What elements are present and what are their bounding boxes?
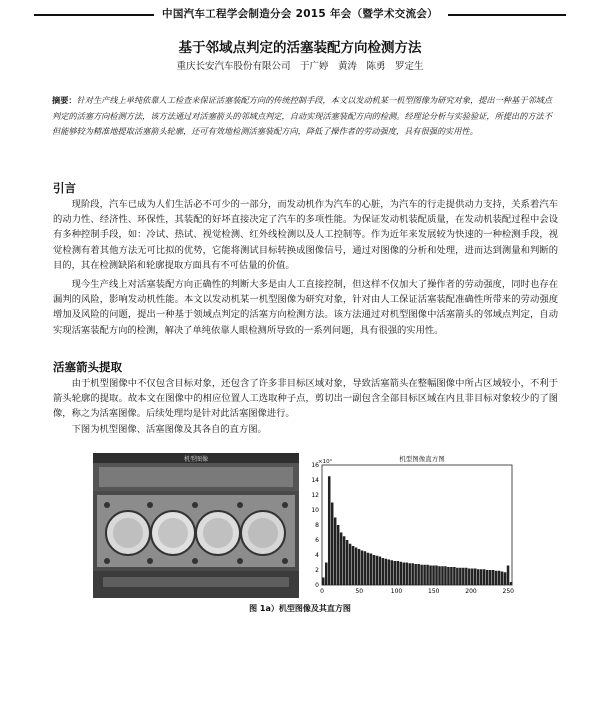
histogram-bar bbox=[382, 558, 385, 585]
histogram-bar bbox=[397, 561, 400, 585]
histogram-bar bbox=[402, 563, 405, 586]
histogram-bar bbox=[346, 540, 349, 585]
histogram-bar bbox=[331, 503, 334, 586]
histogram-bar bbox=[507, 566, 510, 586]
histogram-bar bbox=[414, 564, 417, 585]
x-tick-label: 150 bbox=[428, 588, 440, 595]
intro-paragraph-2: 现今生产线上对活塞装配方向正确性的判断大多是由人工直接控制，但这样不仅加大了操作者的劳动强度，同时也存在漏判的风险，影响发动机性能。本文以发动机某一机型图像为研究对象，针对由人工保证活塞装配准确性所带来的劳动强度增加及风险的问题，提出一种基于领域点判定的活塞方向检测方法。该方法通过对机型图像中活塞箭头的邻域点判定，自动实现活塞装配方向的检测，解决了单纯依靠人眼检测所导致的一系列问题，具有很强的实用性。 bbox=[53, 279, 558, 336]
y-tick-label: 8 bbox=[315, 522, 319, 529]
extraction-paragraph-2: 下图为机型图像、活塞图像及其各自的直方图。 bbox=[71, 424, 267, 435]
histogram-bar bbox=[328, 476, 331, 585]
histogram-bar bbox=[334, 518, 337, 586]
histogram-bar bbox=[465, 568, 468, 585]
histogram-bar bbox=[355, 548, 358, 586]
histogram-bar bbox=[337, 525, 340, 585]
x-tick-label: 0 bbox=[320, 588, 324, 595]
histogram-bar bbox=[438, 566, 441, 585]
histogram-bar bbox=[510, 582, 513, 585]
y-tick-label: 4 bbox=[315, 552, 319, 559]
histogram-bar bbox=[370, 554, 373, 586]
y-tick-label: 2 bbox=[315, 567, 319, 574]
histogram-bar bbox=[444, 566, 447, 585]
histogram-bar bbox=[432, 566, 435, 586]
histogram-title: 机型图像直方图 bbox=[399, 455, 445, 463]
histogram-bar bbox=[468, 569, 471, 586]
histogram-bar bbox=[361, 551, 364, 586]
figure-caption: 图 1a）机型图像及其直方图 bbox=[249, 604, 351, 613]
histogram-bar bbox=[423, 565, 426, 585]
histogram-bar bbox=[399, 562, 402, 585]
abstract-text: 针对生产线上单纯依靠人工检查来保证活塞装配方向的传统控制手段，本文以发动机某一机型图像为研究对象，提出一种基于邻域点判定的活塞方向检测方法，该方法通过对活塞箭头的邻域点判定，自动实现活塞装配方向的检测。经理论分析与实验验证，所提出的方法不但能够较为精准地提取活塞箭头轮廓，还可有效地检测活塞装配方向，降低了操作者的劳动强度，具有很强的实用性。 bbox=[52, 95, 552, 136]
histogram-bar bbox=[498, 571, 501, 585]
histogram-bar bbox=[483, 569, 486, 585]
section-heading-arrow-extraction: 活塞箭头提取 bbox=[53, 360, 122, 374]
histogram-bar bbox=[462, 568, 465, 585]
abstract bbox=[52, 93, 552, 140]
histogram-bar bbox=[504, 572, 507, 585]
histogram-bar bbox=[379, 557, 382, 586]
histogram-bar bbox=[322, 578, 325, 586]
histogram-bar bbox=[489, 570, 492, 585]
histogram-bar bbox=[477, 569, 480, 585]
histogram-bar bbox=[471, 569, 474, 586]
histogram-bar bbox=[358, 549, 361, 585]
y-tick-label: 0 bbox=[315, 582, 319, 589]
histogram-bar bbox=[343, 536, 346, 585]
extraction-paragraph-1: 由于机型图像中不仅包含目标对象，还包含了许多非目标区域对象，导致活塞箭头在整幅图像中所占区域较小，不利于箭头轮廓的提取。故本文在图像中的相应位置人工选取种子点，剪切出一副包含全部目标区域在内且非目标对象较少的了图像，称之为活塞图像。后续处理均是针对此活塞图像进行。 bbox=[53, 378, 558, 420]
histogram-bar bbox=[364, 551, 367, 585]
y-tick-label: 6 bbox=[315, 537, 319, 544]
engine-image-drawing bbox=[93, 453, 299, 598]
histogram-bar bbox=[388, 560, 391, 586]
histogram-bar bbox=[391, 560, 394, 585]
histogram-y-exponent: ×10⁴ bbox=[318, 459, 332, 465]
histogram-bar bbox=[486, 570, 489, 585]
histogram-bar bbox=[411, 563, 414, 585]
x-tick-label: 250 bbox=[502, 588, 515, 595]
histogram-bar bbox=[426, 565, 429, 585]
y-tick-label: 10 bbox=[311, 507, 319, 514]
x-tick-label: 100 bbox=[390, 588, 403, 595]
x-tick-label: 200 bbox=[465, 588, 477, 595]
histogram-bar bbox=[373, 555, 376, 585]
histogram-bar bbox=[349, 544, 352, 585]
histogram-bar bbox=[501, 572, 504, 586]
histogram-bar bbox=[340, 533, 343, 586]
y-tick-label: 12 bbox=[311, 492, 319, 499]
histogram-bar bbox=[453, 567, 456, 585]
histogram-bar bbox=[394, 561, 397, 585]
header-rule-right bbox=[448, 14, 566, 16]
y-tick-label: 14 bbox=[311, 477, 319, 484]
histogram-bar bbox=[367, 553, 370, 585]
histogram-bar bbox=[450, 567, 453, 585]
histogram-bar bbox=[459, 568, 462, 585]
histogram-bar bbox=[385, 559, 388, 585]
histogram-bar bbox=[474, 569, 477, 586]
engine-image bbox=[93, 453, 299, 598]
histogram-figure bbox=[300, 453, 520, 598]
paper-title: 基于邻域点判定的活塞装配方向检测方法 bbox=[178, 40, 422, 56]
histogram-bar bbox=[435, 566, 438, 586]
histogram-bars bbox=[322, 476, 512, 585]
histogram-bar bbox=[420, 565, 423, 585]
histogram-bar bbox=[408, 563, 411, 585]
histogram-bar bbox=[376, 556, 379, 585]
histogram-bar bbox=[480, 569, 483, 585]
intro-paragraph-1: 现阶段，汽车已成为人们生活必不可少的一部分，而发动机作为汽车的心脏，为汽车的行走提供动力支持，关系着汽车的动力性、经济性、环保性，其装配的好坏直接决定了汽车的多项性能。为保证发动机装配质量，在发动机装配过程中会设有多种控制手段，如：冷试、热试、视觉检测、红外线检测以及人工控制等。作为近年来发展较为快速的一种检测手段，视觉检测有着其他方法无可比拟的优势，它能将测试目标转换成图像信号，通过对图像的分析和处理，进而达到测量和判断的目的，其在检测缺陷和轮廓提取方面具有不可估量的价值。 bbox=[53, 199, 558, 271]
histogram-bar bbox=[352, 546, 355, 585]
histogram-bar bbox=[429, 566, 432, 586]
abstract-label: 摘要： bbox=[52, 95, 77, 105]
histogram-bar bbox=[441, 566, 444, 585]
engine-image-title: 机型图像 bbox=[183, 456, 208, 463]
running-head: 中国汽车工程学会制造分会 2015 年会（暨学术交流会） bbox=[162, 8, 438, 20]
histogram-chart bbox=[300, 453, 520, 598]
histogram-bar bbox=[495, 571, 498, 585]
histogram-bar bbox=[492, 570, 495, 585]
histogram-bar bbox=[417, 564, 420, 585]
y-tick-label: 16 bbox=[311, 462, 319, 469]
histogram-bar bbox=[447, 567, 450, 585]
paper-authors: 重庆长安汽车股份有限公司 于广婷 黄涛 陈勇 罗定生 bbox=[176, 61, 424, 72]
histogram-bar bbox=[325, 563, 328, 586]
section-heading-introduction: 引言 bbox=[53, 181, 76, 195]
histogram-bar bbox=[405, 563, 408, 586]
x-tick-label: 50 bbox=[355, 588, 364, 595]
header-rule-left bbox=[34, 14, 154, 16]
histogram-bar bbox=[456, 568, 459, 585]
